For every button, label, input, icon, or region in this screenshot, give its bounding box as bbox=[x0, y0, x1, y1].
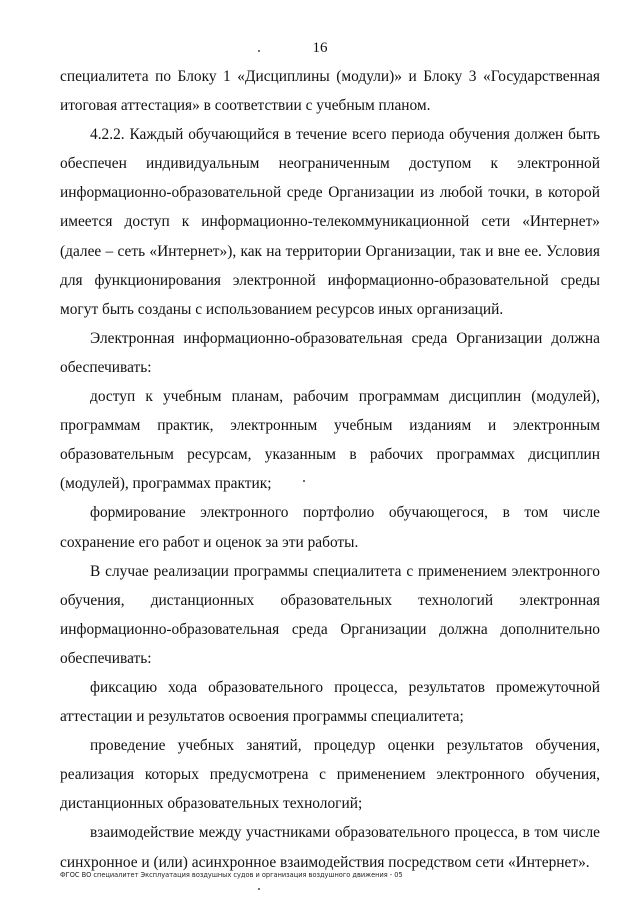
scan-speck bbox=[258, 888, 260, 890]
paragraph-portfolio-item: формирование электронного портфолио обучающегося, в том числе сохранение его работ и оценок за эти работы. bbox=[60, 504, 600, 551]
paragraph-continuation: специалитета по Блоку 1 «Дисциплины (модули)» и Блоку 3 «Государственная итоговая аттестация» в соответствии с учебным планом. bbox=[60, 68, 600, 115]
paragraph-environment-requirements: Электронная информационно-образовательная среда Организации должна обеспечивать: bbox=[60, 329, 600, 376]
paragraph-4-2-2: 4.2.2. Каждый обучающийся в течение всего периода обучения должен быть обеспечен индивидуальным неограниченным доступом к электронной информационно-образовательной среде Организации из любой точки, в которой имеется доступ к информационно-телекоммуникационной сети «Интернет» (далее – сеть «Интернет»), как на территории Организации, так и вне ее. Условия для функционирования электронной информационно-образовательной среды могут быть созданы с использованием ресурсов иных организаций. bbox=[60, 126, 600, 318]
document-body bbox=[60, 62, 600, 877]
page-footer: ФГОС ВО специалитет Эксплуатация воздушных судов и организация воздушного движения - 05 bbox=[60, 871, 403, 879]
paragraph-recording-item: фиксацию хода образовательного процесса, результатов промежуточной аттестации и результатов освоения программы специалитета; bbox=[60, 678, 600, 726]
page-number: 16 bbox=[312, 40, 328, 56]
paragraph-e-learning-case: В случае реализации программы специалитета с применением электронного обучения, дистанционных образовательных технологий электронная информационно-образовательная среда Организации должна дополнительно обеспечивать: bbox=[60, 562, 600, 667]
paragraph-access-item: доступ к учебным планам, рабочим программам дисциплин (модулей), программам практик, электронным учебным изданиям и электронным образовательным ресурсам, указанным в рабочих программах дисциплин (модулей), программах практик; bbox=[60, 388, 600, 493]
paragraph-interaction-item: взаимодействие между участниками образовательного процесса, в том числе синхронное и (или) асинхронное взаимодействия посредством сети «Интернет». bbox=[60, 824, 600, 871]
paragraph-classes-item: проведение учебных занятий, процедур оценки результатов обучения, реализация которых предусмотрена с применением электронного обучения, дистанционных образовательных технологий; bbox=[60, 737, 600, 813]
